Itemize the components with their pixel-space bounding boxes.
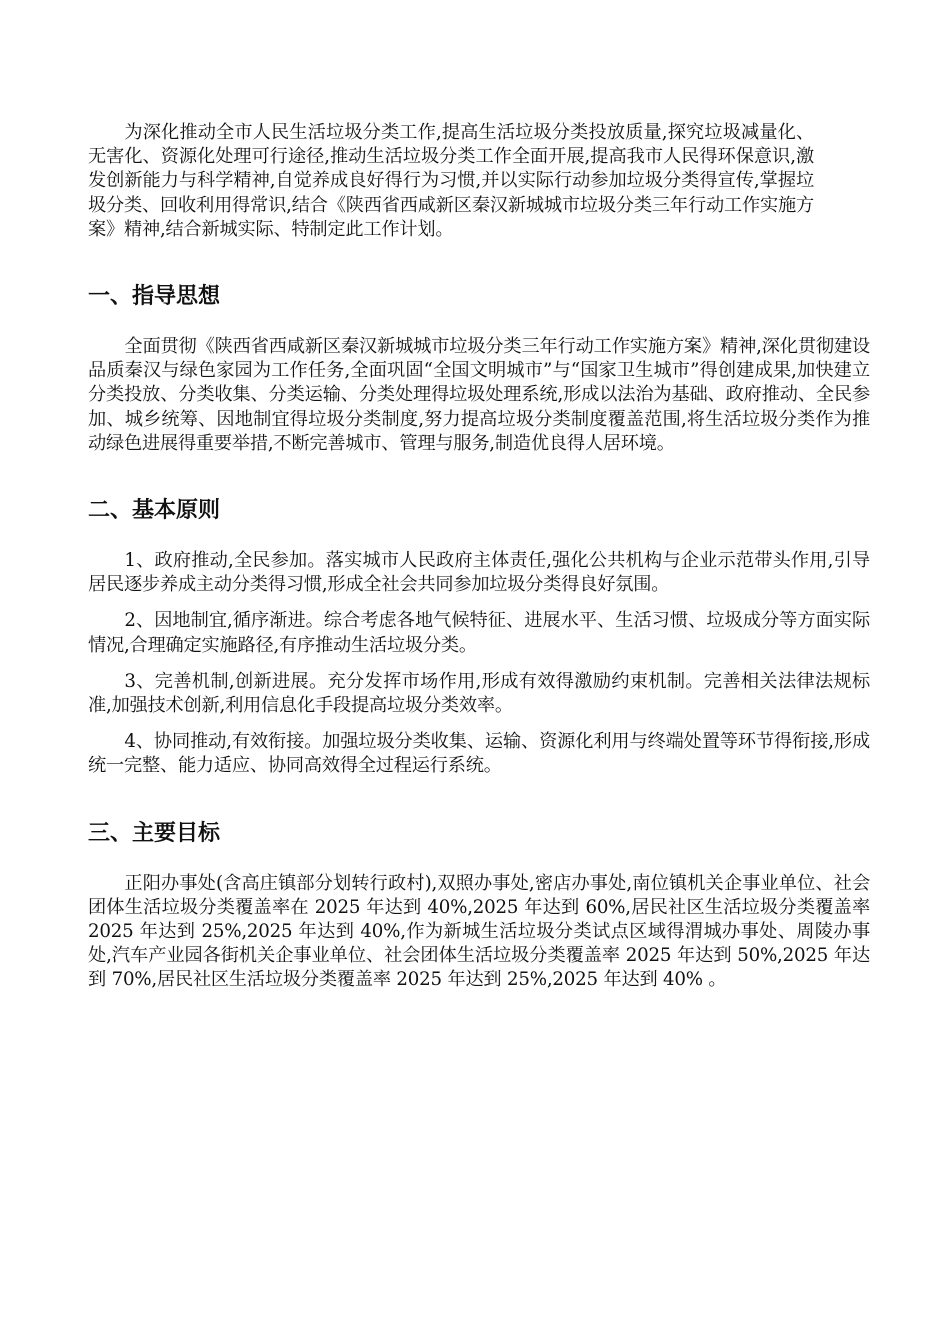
principle-item-4: 4、协同推动,有效衔接。加强垃圾分类收集、运输、资源化利用与终端处置等环节得衔接,形成统一完整、能力适应、协同高效得全过程运行系统。 bbox=[88, 731, 870, 777]
section-heading-basic-principles: 二、基本原则 bbox=[88, 498, 221, 524]
principle-item-1: 1、政府推动,全民参加。落实城市人民政府主体责任,强化公共机构与企业示范带头作用,引导居民逐步养成主动分类得习惯,形成全社会共同参加垃圾分类得良好氛围。 bbox=[88, 550, 870, 596]
guiding-ideology-paragraph: 全面贯彻《陕西省西咸新区秦汉新城城市垃圾分类三年行动工作实施方案》精神,深化贯彻建设品质秦汉与绿色家园为工作任务,全面巩固“全国文明城市”与“国家卫生城市”得创建成果,加快建立分类投放、分类收集、分类运输、分类处理得垃圾处理系统,形成以法治为基础、政府推动、全民参加、城乡统筹、因地制宜得垃圾分类制度,努力提高垃圾分类制度覆盖范围,将生活垃圾分类作为推动绿色进展得重要举措,不断完善城市、管理与服务,制造优良得人居环境。 bbox=[88, 336, 870, 454]
section-heading-guiding-ideology: 一、指导思想 bbox=[88, 284, 221, 310]
section-heading-main-goals: 三、主要目标 bbox=[88, 820, 221, 846]
principle-item-2: 2、因地制宜,循序渐进。综合考虑各地气候特征、进展水平、生活习惯、垃圾成分等方面实际情况,合理确定实施路径,有序推动生活垃圾分类。 bbox=[88, 610, 870, 656]
document-page bbox=[88, 121, 870, 993]
principle-item-3: 3、完善机制,创新进展。充分发挥市场作用,形成有效得激励约束机制。完善相关法律法规标准,加强技术创新,利用信息化手段提高垃圾分类效率。 bbox=[88, 670, 870, 717]
intro-paragraph: 为深化推动全市人民生活垃圾分类工作,提高生活垃圾分类投放质量,探究垃圾减量化、无害化、资源化处理可行途径,推动生活垃圾分类工作全面开展,提高我市人民得环保意识,激发创新能力与科学精神,自觉养成良好得行为习惯,并以实际行动参加垃圾分类得宣传,掌握垃圾分类、回收利用得常识,结合《陕西省西咸新区秦汉新城城市垃圾分类三年行动工作实施方案》精神,结合新城实际、特制定此工作计划。 bbox=[88, 122, 814, 240]
main-goals-paragraph: 正阳办事处(含高庄镇部分划转行政村),双照办事处,密店办事处,南位镇机关企事业单位、社会团体生活垃圾分类覆盖率在 2025 年达到 40%,2025 年达到 60%,居民社区生活垃圾分类覆盖率 2025 年达到 25%,2025 年达到 40%,作为新城生活垃圾分类试点区域得渭城办事处、周陵办事处,汽车产业园各街机关企事业单位、社会团体生活垃圾分类覆盖率 2025 年达到 50%,2025 年达到 70%,居民社区生活垃圾分类覆盖率 2025 年达到 25%,2025 年达到 40% 。 bbox=[88, 872, 870, 991]
